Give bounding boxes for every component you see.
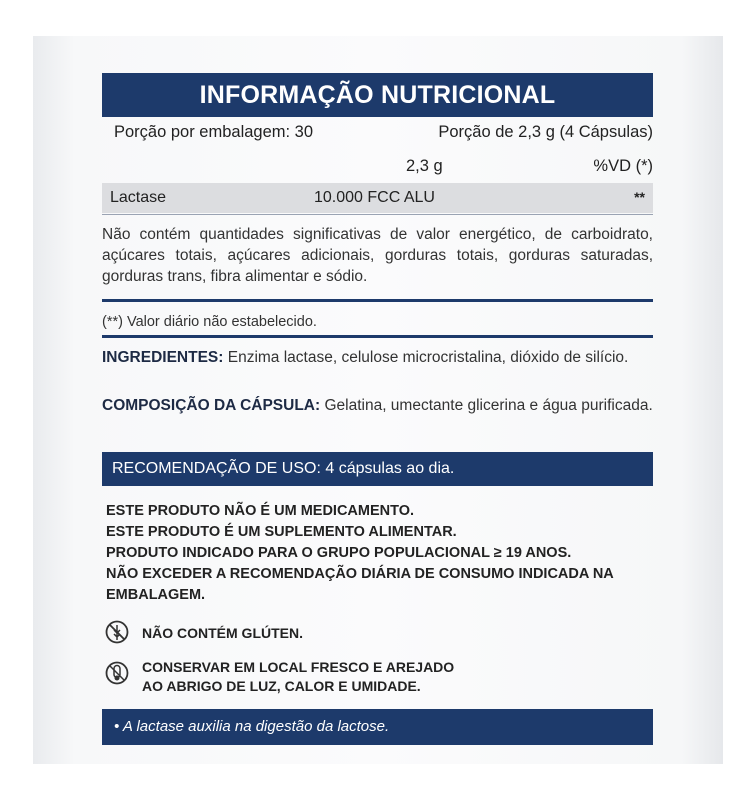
gluten-text: NÃO CONTÉM GLÚTEN. — [142, 625, 303, 641]
serving-size: Porção de 2,3 g (4 Cápsulas) — [438, 123, 653, 141]
divider — [102, 335, 653, 338]
warning-line: NÃO EXCEDER A RECOMENDAÇÃO DIÁRIA DE CONSUMO INDICADA NA EMBALAGEM. — [106, 566, 614, 603]
warning-line: ESTE PRODUTO NÃO É UM MEDICAMENTO. — [106, 503, 415, 519]
warning-line: PRODUTO INDICADO PARA O GRUPO POPULACIONAL ≥ 19 ANOS. — [106, 545, 572, 561]
column-dv: %VD (*) — [593, 157, 653, 175]
nutrient-name: Lactase — [110, 189, 167, 206]
capsule-label: COMPOSIÇÃO DA CÁPSULA: — [102, 397, 321, 414]
divider — [102, 299, 653, 302]
claim-bar: • A lactase auxilia na digestão da lactose. — [102, 709, 653, 745]
disclaimer-text: Não contém quantidades significativas de valor energético, de carboidrato, açúcares totais, açúcares adicionais, gorduras totais, gorduras saturadas, gorduras trans, fibra alimentar e sódio. — [102, 226, 653, 285]
column-amount: 2,3 g — [406, 157, 443, 175]
nutrient-amount: 10.000 FCC ALU — [314, 189, 435, 206]
warning-line: ESTE PRODUTO É UM SUPLEMENTO ALIMENTAR. — [106, 524, 457, 540]
capsule-list: Gelatina, umectante glicerina e água purificada. — [320, 397, 653, 414]
footnote-text: (**) Valor diário não estabelecido. — [102, 314, 317, 330]
storage-icon — [105, 661, 129, 685]
storage-line-2: AO ABRIGO DE LUZ, CALOR E UMIDADE. — [142, 678, 421, 694]
recommendation-bar: RECOMENDAÇÃO DE USO: 4 cápsulas ao dia. — [102, 452, 653, 486]
servings-per-package: Porção por embalagem: 30 — [114, 123, 314, 141]
divider — [102, 214, 653, 215]
storage-line-1: CONSERVAR EM LOCAL FRESCO E AREJADO — [142, 659, 455, 675]
ingredients-list: Enzima lactase, celulose microcristalina, dióxido de silício. — [223, 349, 629, 366]
ingredients-label: INGREDIENTES: — [102, 349, 224, 366]
no-gluten-icon — [105, 620, 129, 644]
ingredients-text — [102, 347, 653, 368]
capsule-text — [102, 395, 653, 416]
nutrition-title: INFORMAÇÃO NUTRICIONAL — [102, 73, 653, 117]
nutrition-panel — [102, 73, 653, 755]
nutrient-row — [102, 183, 653, 213]
nutrient-dv: ** — [634, 189, 645, 205]
